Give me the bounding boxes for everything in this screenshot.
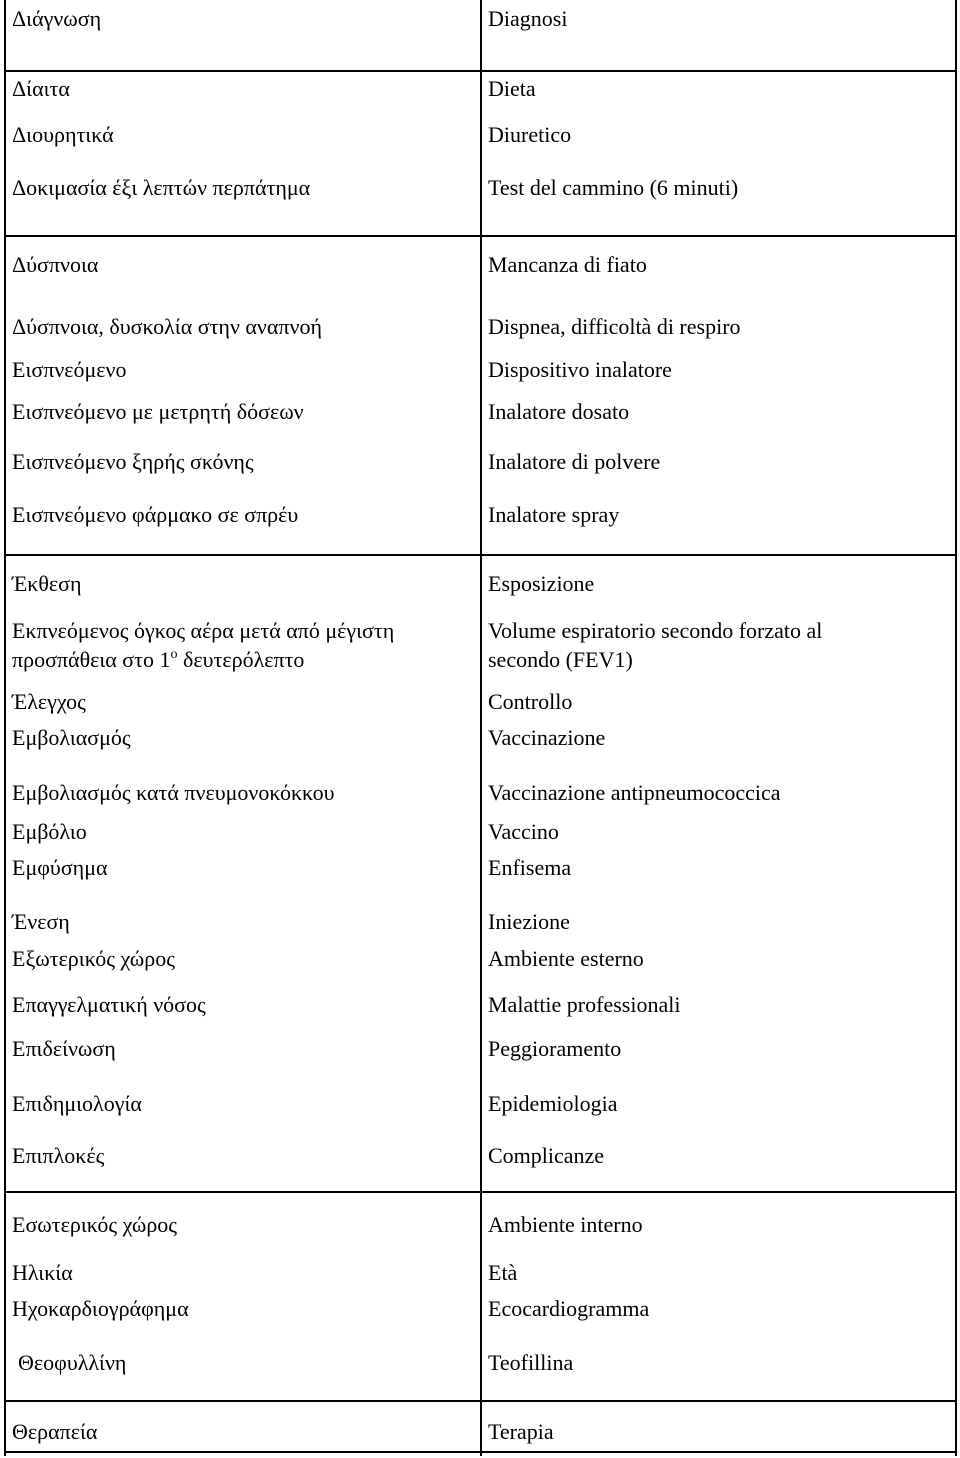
italian-term: Dispnea, difficoltà di respiro xyxy=(488,314,741,339)
italian-term: Peggioramento xyxy=(488,1036,622,1061)
italian-term: Controllo xyxy=(488,689,573,714)
table-bottom-border xyxy=(4,1451,956,1453)
italian-term: Teofillina xyxy=(488,1350,574,1375)
italian-term: Vaccino xyxy=(488,819,559,844)
greek-term-line: Εκπνεόμενος όγκος αέρα μετά από μέγιστη xyxy=(12,618,395,643)
italian-term: Mancanza di fiato xyxy=(488,252,647,277)
italian-term: Terapia xyxy=(488,1419,554,1444)
greek-term xyxy=(12,616,394,674)
italian-term: Età xyxy=(488,1260,518,1285)
italian-term: Ambiente esterno xyxy=(488,946,644,971)
row-divider xyxy=(4,1400,956,1402)
greek-term: Δίαιτα xyxy=(12,76,70,101)
greek-term: Επιπλοκές xyxy=(12,1143,105,1168)
greek-term: Δοκιμασία έξι λεπτών περπάτημα xyxy=(12,175,311,200)
italian-term: Vaccinazione antipneumococcica xyxy=(488,780,781,805)
row-divider xyxy=(4,235,956,237)
greek-term: Διάγνωση xyxy=(12,6,102,31)
greek-term: Δύσπνοια xyxy=(12,252,99,277)
italian-term: Complicanze xyxy=(488,1143,605,1168)
greek-term: Έκθεση xyxy=(12,571,82,596)
italian-term: Dispositivo inalatore xyxy=(488,357,672,382)
column-divider xyxy=(480,0,482,1456)
row-divider xyxy=(4,70,956,72)
greek-term: Επιδείνωση xyxy=(12,1036,116,1061)
greek-term-line xyxy=(12,645,394,674)
greek-term: Δύσπνοια, δυσκολία στην αναπνοή xyxy=(12,314,322,339)
italian-term: Dieta xyxy=(488,76,536,101)
italian-term: Esposizione xyxy=(488,571,595,596)
italian-term: Inalatore spray xyxy=(488,502,620,527)
greek-term: Διουρητικά xyxy=(12,122,114,147)
italian-term: Diagnosi xyxy=(488,6,568,31)
italian-term: Ecocardiogramma xyxy=(488,1296,650,1321)
greek-term: Ηλικία xyxy=(12,1260,73,1285)
greek-term: Επιδημιολογία xyxy=(12,1091,142,1116)
greek-term: Θεραπεία xyxy=(12,1419,98,1444)
italian-term: Inalatore dosato xyxy=(488,399,630,424)
greek-term-text: δευτερόλεπτο xyxy=(177,647,305,672)
greek-term: Εισπνεόμενο φάρμακο σε σπρέυ xyxy=(12,502,299,527)
greek-term: Ένεση xyxy=(12,909,70,934)
table-left-border xyxy=(4,0,6,1456)
greek-term: Εισπνεόμενο xyxy=(12,357,127,382)
italian-term: Diuretico xyxy=(488,122,572,147)
greek-term: Εμβολιασμός κατά πνευμονοκόκκου xyxy=(12,780,335,805)
greek-term: Έλεγχος xyxy=(12,689,86,714)
italian-term-line: Volume espiratorio secondo forzato al xyxy=(488,618,823,643)
greek-term-text: προσπάθεια στο 1 xyxy=(12,647,171,672)
italian-term: Iniezione xyxy=(488,909,570,934)
greek-term: Εισπνεόμενο ξηρής σκόνης xyxy=(12,449,254,474)
greek-term: Θεοφυλλίνη xyxy=(18,1350,127,1375)
italian-term: Ambiente interno xyxy=(488,1212,643,1237)
italian-term: Enfisema xyxy=(488,855,572,880)
table-right-border xyxy=(955,0,957,1456)
italian-term: Vaccinazione xyxy=(488,725,606,750)
ordinal-superscript: ο xyxy=(170,647,178,662)
italian-term: Epidemiologia xyxy=(488,1091,618,1116)
greek-term: Εσωτερικός χώρος xyxy=(12,1212,178,1237)
greek-term: Εξωτερικός χώρος xyxy=(12,946,175,971)
italian-term-line: secondo (FEV1) xyxy=(488,647,633,672)
italian-term: Test del cammino (6 minuti) xyxy=(488,175,739,200)
greek-term: Ηχοκαρδιογράφημα xyxy=(12,1296,189,1321)
greek-term: Εμφύσημα xyxy=(12,855,108,880)
greek-term: Επαγγελματική νόσος xyxy=(12,992,206,1017)
italian-term: Inalatore di polvere xyxy=(488,449,661,474)
greek-term: Εμβολιασμός xyxy=(12,725,131,750)
italian-term: Malattie professionali xyxy=(488,992,681,1017)
row-divider xyxy=(4,1191,956,1193)
row-divider xyxy=(4,554,956,556)
greek-term: Εισπνεόμενο με μετρητή δόσεων xyxy=(12,399,304,424)
italian-term xyxy=(488,616,822,674)
greek-term: Εμβόλιο xyxy=(12,819,87,844)
